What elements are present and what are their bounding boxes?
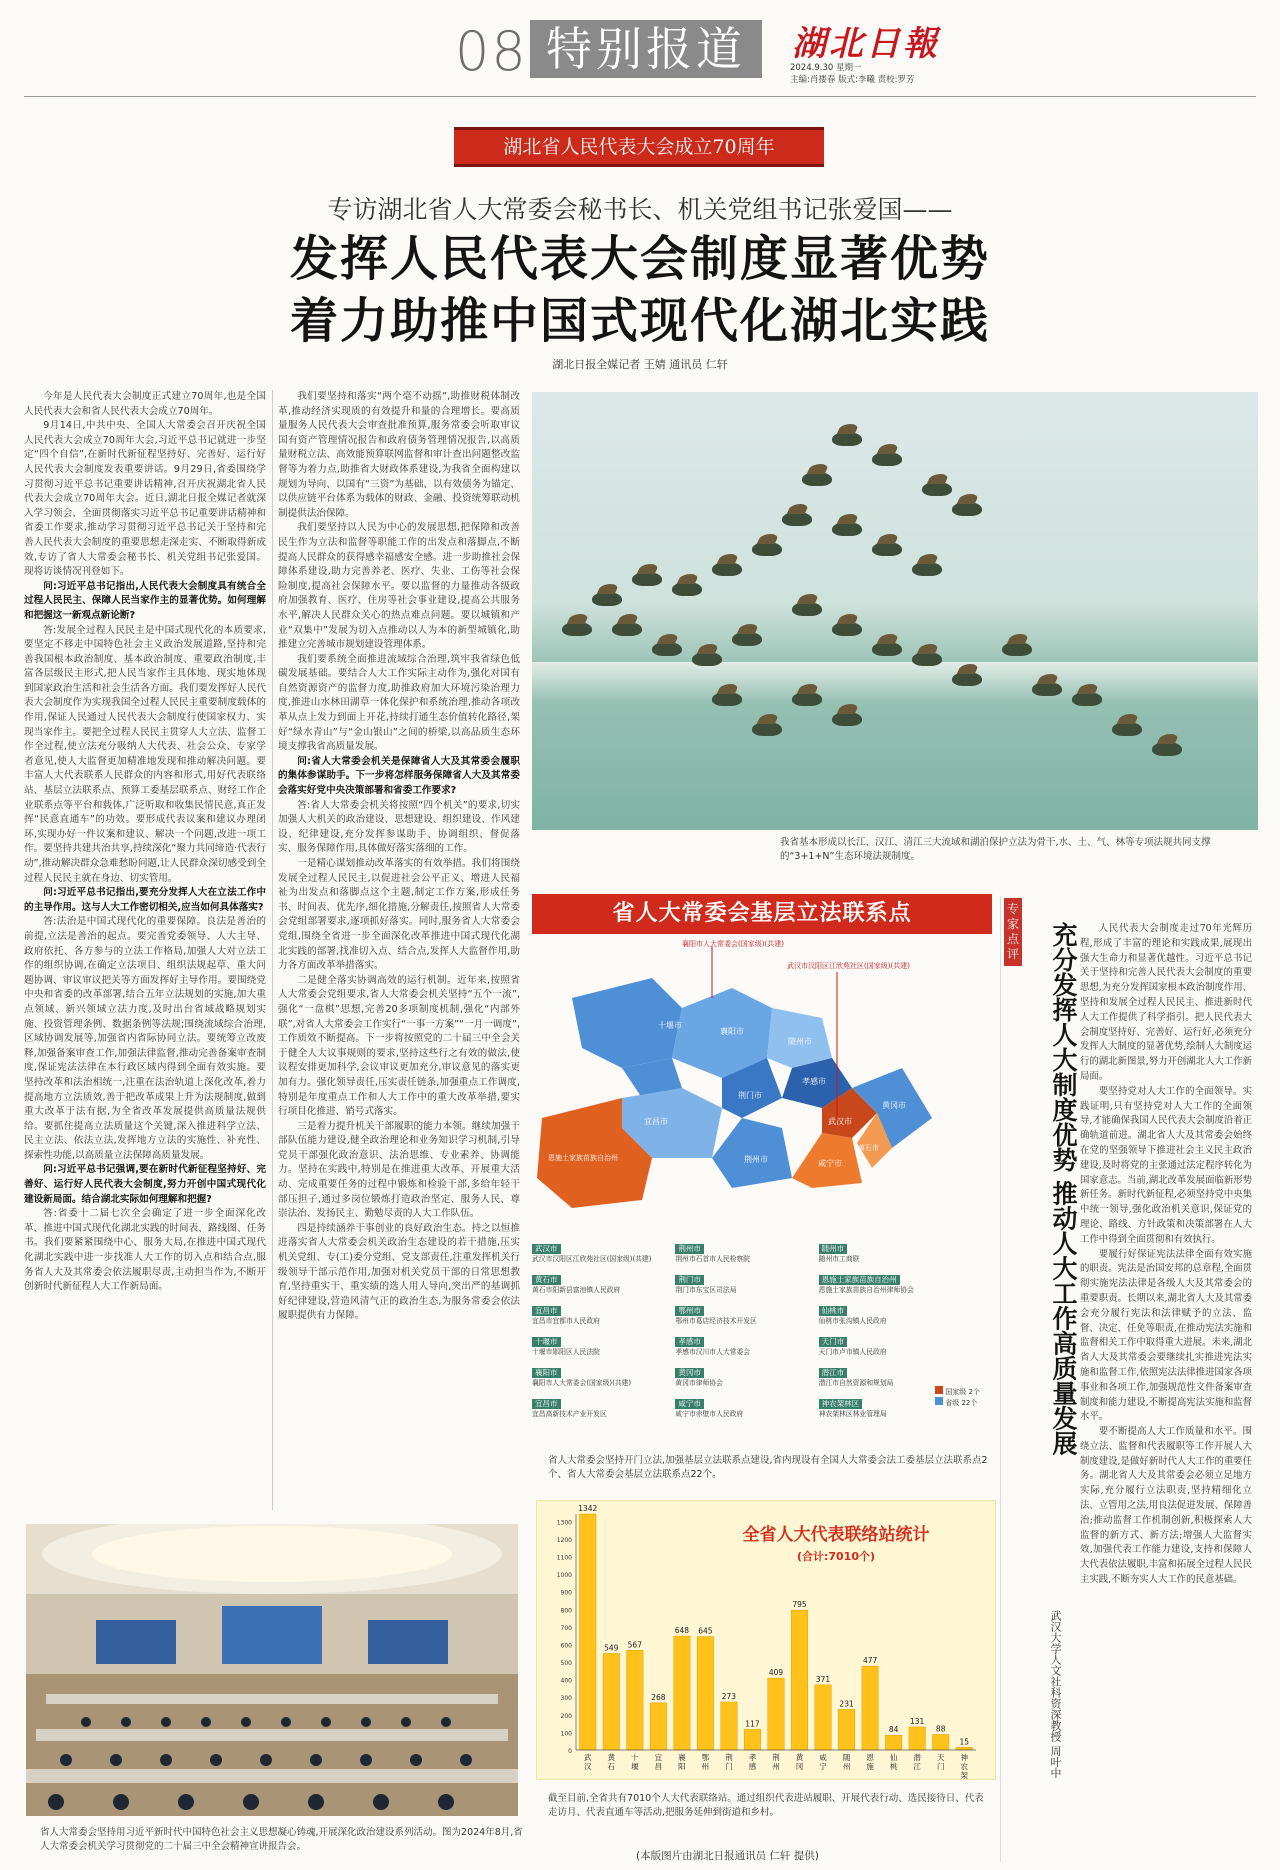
legislative-point-item <box>819 1236 956 1264</box>
point-city-tag: 黄冈市 <box>675 1368 704 1378</box>
map-callout-xiangyang: 襄阳市人大常委会(国家级)(共建) <box>682 940 784 948</box>
category-label: 十 <box>631 1753 639 1762</box>
map-legend <box>935 1386 995 1408</box>
bar-襄阳 <box>674 1636 690 1750</box>
article-paragraph: 答:省委十二届七次全会确定了进一步全面深化改革、推进中国式现代化湖北实践的时间表、路线图、任务书。我们要紧紧围绕中心、服务大局,在推进中国式现代化湖北实践中进一步找准人大工作的切入点和结合点,服务省人大及其常委会依法履职尽责,主动担当作为,不断开创新时代新征程人大工作新局面。 <box>24 1208 266 1293</box>
newspaper-masthead: 湖北日報 <box>792 24 940 64</box>
point-city-tag: 荆门市 <box>675 1275 704 1285</box>
chart-caption: 截至目前,全省共有7010个人大代表联络站。通过组织代表进站履职、开展代表行动、选民接待日、代表走访月、代表直通车等活动,把服务延伸到街道和乡村。 <box>548 1793 984 1818</box>
liaison-station-bar-chart <box>536 1500 996 1780</box>
category-label: 孝 <box>748 1753 757 1762</box>
bird-shape <box>612 622 642 636</box>
legend-provincial: 省级 22个 <box>945 1399 978 1407</box>
bird-shape <box>652 642 682 656</box>
expert-paragraph: 人民代表大会制度走过70年光辉历程,形成了丰富的理论和实践成果,展现出强大生命力和显著优越性。习近平总书记关于坚持和完善人民代表大会制度的重要思想,为充分发挥国家根本政治制度作用、坚持和发展全过程人民民主、推进新时代人大工作提供了科学指引。把人民代表大会制度坚持好、完善好、运行好,必须充分发挥人大制度的显著优势,绘制人大制度运行的湖北新图景,努力开创湖北人大工作新局面。 <box>1080 923 1252 1082</box>
bird-shape <box>792 602 822 616</box>
legend-national: 国家级 2个 <box>945 1388 980 1396</box>
bar-神农架 <box>956 1747 972 1750</box>
bird-shape <box>712 692 742 706</box>
legislative-point-item <box>675 1236 812 1264</box>
article-paragraph: 我们要系统全面推进流域综合治理,筑牢我省绿色低碳发展基础。要结合人大工作实际主动作为,强化对国有自然资源资产的监督力度,助推政府加大环境污染治理力度,推进山水林田湖草一体化保护和系统治理,推动各项改革从点上发力到面上开花,持续打通生态价值转化路径,架好“绿水青山”与“金山银山”之间的桥梁,以高品质生态环境支撑我省高质量发展。 <box>278 653 520 753</box>
article-column-1 <box>24 390 266 1295</box>
legislative-points-list <box>532 1236 956 1419</box>
bar-value-label: 231 <box>839 1699 854 1709</box>
expert-body <box>1080 922 1252 1588</box>
photo-caption-wetland: 我省基本形成以长江、汉江、清江三大流域和湖泊保护立法为骨干,水、土、气、林等专项法规共同支撑的“3+1+N”生态环境法规制度。 <box>780 837 1211 862</box>
meeting-hall-photo <box>26 1524 518 1816</box>
dateline <box>790 62 915 86</box>
bar-孝感 <box>744 1729 760 1750</box>
point-description: 天门市卢市镇人民政府 <box>818 1348 887 1356</box>
bar-value-label: 648 <box>674 1626 690 1636</box>
chart-title: 全省人大代表联络站统计 <box>742 1525 930 1545</box>
article-paragraph: 答:省人大常委会机关将按照“四个机关”的要求,切实加强人大机关的政治建设、思想建设、组织建设、作风建设、纪律建设,充分发挥参谋助手、协调组织、督促落实、服务保障作用,具体做好落实落细的工作。 <box>278 799 520 855</box>
expert-author: 武汉大学人文社科资深教授 周叶中 <box>1049 1610 1062 1779</box>
point-city-tag: 十堰市 <box>532 1337 561 1347</box>
bird-shape <box>672 582 702 596</box>
category-label: 黄 <box>795 1753 804 1762</box>
svg-text:荆州市: 荆州市 <box>744 1155 768 1164</box>
bar-value-label: 409 <box>768 1668 784 1678</box>
bar-value-label: 15 <box>959 1737 970 1747</box>
legislative-point-item <box>819 1329 956 1357</box>
point-city-tag: 咸宁市 <box>675 1399 704 1409</box>
bird-shape <box>802 472 832 486</box>
category-label: 阳 <box>678 1762 686 1771</box>
interview-question: 问:省人大常委会机关是保障省人大及其常委会履职的集体参谋助手。下一步将怎样服务保障省人大及其常委会落实好党中央决策部署和省委工作要求? <box>278 755 520 797</box>
anniversary-banner: 湖北省人民代表大会成立70周年 <box>454 127 824 167</box>
article-paragraph: 我们要坚持以人民为中心的发展思想,把保障和改善民生作为立法和监督等职能工作的出发点和落脚点,不断提高人民群众的获得感幸福感安全感。进一步助推社会保障体系建设,助力完善养老、医疗、失业、工伤等社会保险制度,提高社会保障水平。要以监督的力量推动各级政府加强教育、医疗、住房等社会事业建设,提高公共服务水平,解决人民群众关心的热点难点问题。要以城镇和产业“双集中”发展为切入点推动以人为本的新型城镇化,助推建立完善城市规划建设管理体系。 <box>278 522 520 651</box>
map-title: 省人大常委会基层立法联系点 <box>532 894 992 934</box>
y-tick-label: 300 <box>560 1695 572 1703</box>
legislative-point-item <box>532 1391 669 1419</box>
article-paragraph: 9月14日,中共中央、全国人大常委会召开庆祝全国人民代表大会成立70周年大会,习近平总书记就进一步坚定“四个自信”,在新时代新征程坚持好、完善好、运行好人民代表大会制度发表重要讲话。9月29日,省委围绕学习贯彻习近平总书记重要讲话精神,召开庆祝湖北省人民代表大会成立70周年大会。近日,湖北日报全媒记者就深入学习领会、全面贯彻落实习近平总书记重要讲话精神和省委工作要求,推动学习贯彻习近平总书记关于坚持和完善人民代表大会制度的重要思想走深走实、不断取得新成效,专访了省人大常委会秘书长、机关党组书记张爱国。现将访谈情况刊登如下。 <box>24 420 266 578</box>
point-description: 神农架林区林业管理局 <box>818 1410 887 1418</box>
point-city-tag: 宜昌市 <box>532 1306 561 1316</box>
bird-shape <box>732 632 762 646</box>
article-paragraph: 答:发展全过程人民民主是中国式现代化的本质要求,要坚定不移走中国特色社会主义政治发展道路,坚持和完善我国根本政治制度、基本政治制度、重要政治制度,丰富各层级民主形式,把人民当家作主具体地、现实地体现到国家政治生活和社会生活各方面。我们要发挥好人民代表大会制度作为实现我国全过程人民民主重要制度载体的作用,保证人民通过人民代表大会制度行使国家权力、实现当家作主。要把全过程人民民主贯穿人大立法、监督工作全过程,使立法充分吸纳人大代表、社会公众、专家学者意见,使人大监督更加精准地发现和推动解决问题。要丰富人大代表联系人民群众的内容和形式,用好代表联络站、基层立法联系点、预算工委基层联系点、财经工作企业联系点等平台和载体,广泛听取和收集民情民意,真正发挥“民意直通车”的功效。要形成代表议案和建议办理闭环,实现办好一件议案和建议、解决一个问题,改进一项工作。要坚持共建共治共享,持续深化“聚力共同缔造·代表行动”,推动解决群众急难愁盼问题,让人民群众深切感受到全过程人民民主就在身边、切实管用。 <box>24 624 266 884</box>
page-number: 08 <box>455 20 528 83</box>
bar-value-label: 117 <box>745 1719 760 1729</box>
bird-shape <box>952 502 982 516</box>
article-paragraph: 答:法治是中国式现代化的重要保障。良法是善治的前提,立法是善治的起点。要完善党委领导、人大主导、政府依托、各方参与的立法工作格局,加强人大对立法工作的组织协调,在确定立法项目、组织法规起草、重大问题协调、审议审议把关等方面发挥好主导作用。要围绕党中央和省委的改革部署,结合五年立法规划的实施,加大重点领域、新兴领域立法力度,及时出台省域战略规划实施、投资管理条例、数据条例等法规;围绕流域综合治理,区域协调发展等,加强省内省际协同立法。要统筹立改废释,加强备案审查工作,加强法律监督,推动完善备案审查制度,保证宪法法律在本行政区域内得到全面有效实施。要坚持改革和法治相统一,注重在法治轨道上深化改革,着力提高地方立法质效,善于把改革成果上升为法规制度,做到重大改革于法有据,为全省改革发展提供高质量法规供给。要抓住提高立法质量这个关键,深入推进科学立法、民主立法、依法立法,发挥地方立法的实施性、补充性、探索性功能,以高质量立法保障高质量发展。 <box>24 916 266 1161</box>
bar-value-label: 371 <box>815 1674 831 1684</box>
bird-shape <box>832 622 862 636</box>
bar-value-label: 549 <box>604 1643 619 1653</box>
svg-text:宜昌市: 宜昌市 <box>644 1117 668 1126</box>
legislative-point-item <box>819 1360 956 1388</box>
article-paragraph: 今年是人民代表大会制度正式建立70周年,也是全国人民代表大会和省人民代表大会成立70周年。 <box>24 391 266 417</box>
article-column-2 <box>278 390 520 1324</box>
y-tick-label: 1100 <box>556 1554 572 1562</box>
category-label: 荆 <box>725 1753 733 1762</box>
bird-shape <box>562 622 592 636</box>
y-tick-label: 200 <box>560 1712 572 1720</box>
bar-value-label: 645 <box>698 1626 713 1636</box>
column-divider <box>272 390 273 1510</box>
chart-subtitle: (合计:7010个) <box>796 1550 876 1563</box>
bar-随州 <box>838 1709 854 1750</box>
bird-shape <box>632 572 662 586</box>
point-description: 荆州市石首市人民检察院 <box>675 1255 751 1263</box>
category-label: 宁 <box>819 1762 827 1771</box>
category-label: 石 <box>607 1762 616 1771</box>
y-tick-label: 0 <box>568 1748 572 1755</box>
bar-十堰 <box>627 1650 643 1750</box>
expert-title: 充分发挥人大制度优势 推动人大工作高质量发展 <box>1049 922 1078 1456</box>
legislative-point-item <box>675 1329 812 1357</box>
point-description: 鄂州市葛店经济技术开发区 <box>675 1317 757 1325</box>
category-label: 神 <box>960 1753 968 1762</box>
bird-shape <box>912 562 942 576</box>
article-subhead: 专访湖北省人大常委会秘书长、机关党组书记张爱国—— <box>327 195 953 224</box>
category-label: 架 <box>960 1771 968 1780</box>
bird-shape <box>832 432 862 446</box>
meeting-photo-caption: 省人大常委会坚持用习近平新时代中国特色社会主义思想凝心铸魂,开展深化政治建设系列活动。图为2024年8月,省人大常委会机关学习贯彻党的二十届三中全会精神宣讲报告会。 <box>40 1827 523 1852</box>
bar-鄂州 <box>697 1637 713 1750</box>
bird-shape <box>1072 692 1102 706</box>
point-city-tag: 神农架林区 <box>819 1399 863 1409</box>
point-description: 随州市工商联 <box>818 1255 860 1263</box>
bird-shape <box>752 542 782 556</box>
point-city-tag: 恩施土家族苗族自治州 <box>819 1275 900 1285</box>
svg-text:襄阳市: 襄阳市 <box>720 1027 744 1036</box>
bar-value-label: 84 <box>888 1725 899 1735</box>
bird-shape <box>1032 682 1062 696</box>
y-tick-label: 900 <box>560 1589 572 1597</box>
article-paragraph: 二是健全落实协调高效的运行机制。近年来,按照省人大常委会党组要求,省人大常委会机关坚持“五个一流”,强化“一盘棋”思想,完善20多项制度机制,强化“内部外联”,对省人大常委会工作实行“一事一方案”“一月一调度”,工作质效不断提高。下一步将按照党的二十届三中全会关于健全人大议事规则的要求,坚持这些行之有效的做法,使议程安排更加科学,会议审议更加充分,审议意见的落实更加有力。强化领导责任,压实责任链条,加强重点工作调度,特别是年度重点工作和人大工作中的重大改革举措,要实行项目化推进、销号式落实。 <box>278 974 521 1118</box>
hubei-map <box>532 938 992 1218</box>
bar-潜江 <box>909 1727 925 1750</box>
y-tick-label: 1300 <box>556 1519 572 1527</box>
map-callout-wuhan: 武汉市汉阳区江欣苑社区(国家级)(共建) <box>787 962 910 970</box>
bird-shape <box>832 522 862 536</box>
y-tick-label: 700 <box>560 1624 572 1632</box>
point-city-tag: 襄阳市 <box>532 1368 561 1378</box>
legislative-point-item <box>532 1267 669 1295</box>
bird-shape <box>1002 642 1032 656</box>
bird-shape <box>832 712 862 726</box>
category-label: 随 <box>842 1753 851 1762</box>
bar-咸宁 <box>815 1685 831 1750</box>
point-description: 恩施土家族苗族自治州律师协会 <box>818 1286 914 1294</box>
bird-shape <box>1152 742 1182 756</box>
point-description: 武汉市汉阳区江欣苑社区(国家级)(共建) <box>532 1255 652 1263</box>
point-city-tag: 天门市 <box>819 1337 848 1347</box>
svg-text:十堰市: 十堰市 <box>658 1021 682 1030</box>
svg-text:荆门市: 荆门市 <box>738 1091 762 1100</box>
interview-question: 问:习近平总书记指出,人民代表大会制度具有统合全过程人民民主、保障人民当家作主的显著优势。如何理解和把握这一新观点新论断? <box>24 580 266 621</box>
article-paragraph: 四是持续涵养干事创业的良好政治生态。持之以恒推进落实省人大常委会机关政治生态建设的若干措施,压实机关党组、专(工)委分党组、党支部责任,注重发挥机关行级领导干部示范作用,加强对机关党员干部的日常思想教育,坚持重实干、重实绩的选人用人导向,突出严的基调抓好纪律建设,营造风清气正的政治生态,为服务常委会依法履职提供有力保障。 <box>278 1222 520 1322</box>
svg-text:孝感市: 孝感市 <box>802 1077 826 1086</box>
bird-shape <box>922 482 952 496</box>
category-label: 武 <box>584 1753 592 1762</box>
point-description: 宜昌市宜都市人民政府 <box>532 1317 600 1325</box>
bar-value-label: 795 <box>792 1600 807 1610</box>
y-tick-label: 600 <box>560 1642 572 1650</box>
category-label: 荆 <box>772 1753 780 1762</box>
bar-value-label: 567 <box>627 1640 642 1650</box>
bird-shape <box>712 562 742 576</box>
bar-value-label: 1342 <box>578 1504 598 1513</box>
svg-text:咸宁市: 咸宁市 <box>818 1159 842 1168</box>
header-divider <box>24 96 1256 97</box>
bar-value-label: 477 <box>862 1656 878 1666</box>
point-description: 咸宁市赤壁市人民政府 <box>675 1410 744 1418</box>
bird-shape <box>782 512 812 526</box>
bar-荆门 <box>721 1702 737 1750</box>
expert-paragraph: 要坚持党对人大工作的全面领导。实践证明,只有坚持党对人大工作的全面领导,才能确保我国人民代表大会制度沿着正确轨道前进。湖北省人大及其常委会始终在党的坚强领导下推进社会主义民主政治建设,及时将党的主张通过法定程序转化为国家意志。当前,湖北改革发展面临新形势新任务。新时代新征程,必须坚持党中央集中统一领导,强化政治机关意识,保证党的理论、路线、方针政策和决策部署在人大工作中得到全面贯彻和有效执行。 <box>1080 1085 1252 1245</box>
legislative-point-item <box>819 1267 956 1295</box>
category-label: 门 <box>936 1762 945 1771</box>
point-city-tag: 荆州市 <box>675 1244 704 1254</box>
bar-仙桃 <box>885 1735 901 1750</box>
expert-paragraph: 要不断提高人大工作质量和水平。围绕立法、监督和代表履职等工作开展人大制度建设,是做好新时代人大工作的重要任务。湖北省人大及其常委会必须立足地方实际,充分履行立法职责,坚持精细化立法、立管用之法,用良法促进发展、保障善治;推动监督工作机制创新,积极探索人大监督的新方式、新方法;增强人大监督实效,加强代表工作能力建设,支持和保障人大代表依法履职,丰富和拓展全过程人民民主实践,不断夯实人大工作的民意基础。 <box>1080 1426 1252 1586</box>
section-title: 特别报道 <box>530 20 762 78</box>
legislative-point-item <box>532 1360 669 1388</box>
bird-shape <box>872 542 902 556</box>
bar-荆州 <box>768 1678 784 1750</box>
article-paragraph: 三是着力提升机关干部履职的能力本领。继续加强干部队伍能力建设,健全政治理论和业务知识学习机制,引导党员干部强化政治意识、法治思维、专业素养、协调能力。坚持在实践中,特别是在推进重大改革、开展重大活动、完成重要任务的过程中锻炼和检验干部,多给年轻干部压担子,通过多岗位锻炼打造政治坚定、服务人民、尊崇法治、发扬民主、勤勉尽责的人大工作队伍。 <box>278 1120 520 1220</box>
article-byline: 湖北日报全媒记者 王婧 通讯员 仁轩 <box>552 358 728 371</box>
point-description: 孝感市汉川市人大常委会 <box>675 1348 751 1356</box>
y-tick-label: 800 <box>560 1607 572 1615</box>
y-tick-label: 500 <box>560 1660 572 1668</box>
point-city-tag: 孝感市 <box>675 1337 704 1347</box>
bar-value-label: 268 <box>651 1692 666 1702</box>
svg-text:随州市: 随州市 <box>788 1037 812 1046</box>
category-label: 堰 <box>631 1762 639 1771</box>
legislative-point-item <box>532 1236 669 1264</box>
bird-shape <box>872 642 902 656</box>
category-label: 桃 <box>889 1762 898 1771</box>
expert-paragraph: 要履行好保证宪法法律全面有效实施的职责。宪法是治国安邦的总章程,全面贯彻实施宪法法律是各级人大及其常委会的重要职责。长期以来,湖北省人大及其常委会充分履行宪法和法律赋予的立法、监督、决定、任免等职责,在推动宪法实施和监督相关工作中取得重大进展。未来,湖北省人大及其常委会要继续扎实推进宪法实施和监督工作,依照宪法法律推进国家各项事业和各项工作,加强规范性文件备案审查制度和能力建设,不断提高宪法实施和监督水平。 <box>1080 1248 1252 1423</box>
legislative-point-item <box>675 1360 812 1388</box>
y-tick-label: 400 <box>560 1677 572 1685</box>
photo-credit: (本版图片由湖北日报通讯员 仁轩 提供) <box>636 1850 819 1862</box>
point-description: 潜江市自然资源和规划局 <box>818 1379 894 1387</box>
bar-value-label: 273 <box>721 1691 737 1701</box>
category-label: 施 <box>866 1762 874 1771</box>
y-tick-label: 100 <box>560 1730 572 1738</box>
map-caption: 省人大常委会坚持开门立法,加强基层立法联系点建设,省内现设有全国人大常委会法工委基层立法联系点2个、省人大常委会基层立法联系点22个。 <box>548 1455 988 1480</box>
point-description: 仙桃市张沟镇人民政府 <box>818 1317 887 1325</box>
point-city-tag: 黄石市 <box>532 1275 561 1285</box>
category-label: 黄 <box>607 1753 616 1762</box>
point-description: 荆门市东宝区司法局 <box>675 1286 737 1294</box>
map-region-jingzhou <box>712 1118 792 1188</box>
bar-黄冈 <box>791 1610 807 1750</box>
bird-shape <box>752 722 782 736</box>
legislative-point-item <box>819 1298 956 1326</box>
legislative-point-item <box>532 1329 669 1357</box>
point-city-tag: 随州市 <box>819 1244 848 1254</box>
bird-shape <box>872 452 902 466</box>
bar-宜昌 <box>650 1703 666 1750</box>
category-label: 襄 <box>678 1753 686 1762</box>
point-description: 襄阳市人大常委会(国家级)(共建) <box>532 1379 631 1387</box>
headline-line-1: 发挥人民代表大会制度显著优势 <box>289 231 990 287</box>
category-label: 江 <box>913 1762 921 1771</box>
interview-question: 问:习近平总书记强调,要在新时代新征程坚持好、完善好、运行好人民代表大会制度,努力开创中国式现代化建设新局面。结合湖北实际如何理解和把握? <box>24 1164 266 1205</box>
point-description: 十堰市郧阳区人民法院 <box>532 1348 600 1356</box>
point-city-tag: 鄂州市 <box>675 1306 704 1316</box>
legislative-point-item <box>675 1298 812 1326</box>
category-label: 州 <box>842 1762 851 1771</box>
svg-text:黄石市: 黄石市 <box>858 1144 879 1152</box>
article-paragraph: 一是精心谋划推动改革落实的有效举措。我们将围绕发展全过程人民民主,以促进社会公平正义、增进人民福祉为出发点和落脚点这个主题,制定工作方案,形成任务书、时间表、优先序,细化措施,分解责任,按照省人大常委会党组部署要求,逐项抓好落实。同时,服务省人大常委会党组,围绕全省进一步全面深化改革推进中国式现代化湖北实践的部署,找准切入点、结合点,发挥人大监督作用,助力各方面改革举措落实。 <box>278 858 520 972</box>
wetland-birds-photo <box>532 392 1258 830</box>
issue-date: 2024.9.30 星期一 <box>790 63 862 73</box>
category-label: 州 <box>772 1762 780 1771</box>
staff-credits: 主编:肖搂春 版式:李曦 责校:罗芳 <box>790 75 915 85</box>
category-label: 州 <box>701 1762 710 1771</box>
category-label: 仙 <box>889 1753 898 1762</box>
bird-shape <box>912 652 942 666</box>
point-description: 黄石市阳新县富池镇人民政府 <box>532 1286 621 1294</box>
category-label: 汉 <box>584 1762 592 1771</box>
bar-武汉 <box>580 1514 596 1750</box>
bar-天门 <box>932 1735 948 1750</box>
category-label: 咸 <box>819 1753 827 1762</box>
category-label: 天 <box>936 1753 945 1762</box>
bird-shape <box>692 652 722 666</box>
svg-text:恩施土家族苗族自治州: 恩施土家族苗族自治州 <box>548 1154 618 1162</box>
category-label: 宜 <box>654 1753 663 1762</box>
point-city-tag: 仙桃市 <box>819 1306 848 1316</box>
bar-黄石 <box>603 1653 619 1750</box>
category-label: 门 <box>725 1762 733 1771</box>
category-label: 潜 <box>913 1753 921 1762</box>
legislative-point-item <box>532 1298 669 1326</box>
category-label: 恩 <box>866 1753 874 1762</box>
svg-text:武汉市: 武汉市 <box>828 1117 852 1126</box>
expert-tag: 专家点评 <box>1004 898 1022 966</box>
point-city-tag: 潜江市 <box>819 1368 848 1378</box>
interview-question: 问:习近平总书记指出,要充分发挥人大在立法工作中的主导作用。这与人大工作密切相关,应当如何具体落实? <box>24 887 266 913</box>
category-label: 农 <box>960 1762 968 1771</box>
category-label: 感 <box>748 1762 757 1771</box>
category-label: 鄂 <box>701 1753 710 1762</box>
legislative-point-item <box>675 1391 812 1419</box>
bird-shape <box>1112 722 1142 736</box>
point-description: 宜昌高新技术产业开发区 <box>532 1410 607 1418</box>
bird-shape <box>592 592 622 606</box>
category-label: 冈 <box>795 1762 804 1771</box>
y-tick-label: 1200 <box>556 1536 572 1544</box>
headline-line-2: 着力助推中国式现代化湖北实践 <box>289 293 990 349</box>
y-tick-label: 1000 <box>556 1572 572 1580</box>
point-description: 黄冈市律师协会 <box>675 1379 723 1387</box>
svg-text:黄冈市: 黄冈市 <box>882 1101 906 1110</box>
bird-shape <box>792 692 822 706</box>
bar-value-label: 88 <box>935 1724 946 1734</box>
legislative-point-item <box>675 1267 812 1295</box>
point-city-tag: 宜昌市 <box>532 1399 561 1409</box>
category-label: 昌 <box>654 1762 663 1771</box>
bar-恩施 <box>862 1666 878 1750</box>
article-paragraph: 我们要坚持和落实“两个毫不动摇”,助推财税体制改革,推动经济实现质的有效提升和量的合理增长。要高质量服务人民代表大会审查批准预算,服务常委会听取审议国有资产管理情况报告和政府债务管理情况报告,以高质量财税立法、高效能预算联网监督和审计查出问题整改监督等为着力点,助推省大财政体系建设,为我省全面构建以规划为导向、以国有“三资”为基础、以有效债务为锚定、以供应链平台体系为载体的财政、金融、投资统筹联动机制提供法治保障。 <box>278 391 520 519</box>
point-city-tag: 武汉市 <box>532 1244 561 1254</box>
bar-value-label: 131 <box>910 1716 925 1726</box>
bird-shape <box>952 672 982 686</box>
article-headline <box>0 228 1280 352</box>
